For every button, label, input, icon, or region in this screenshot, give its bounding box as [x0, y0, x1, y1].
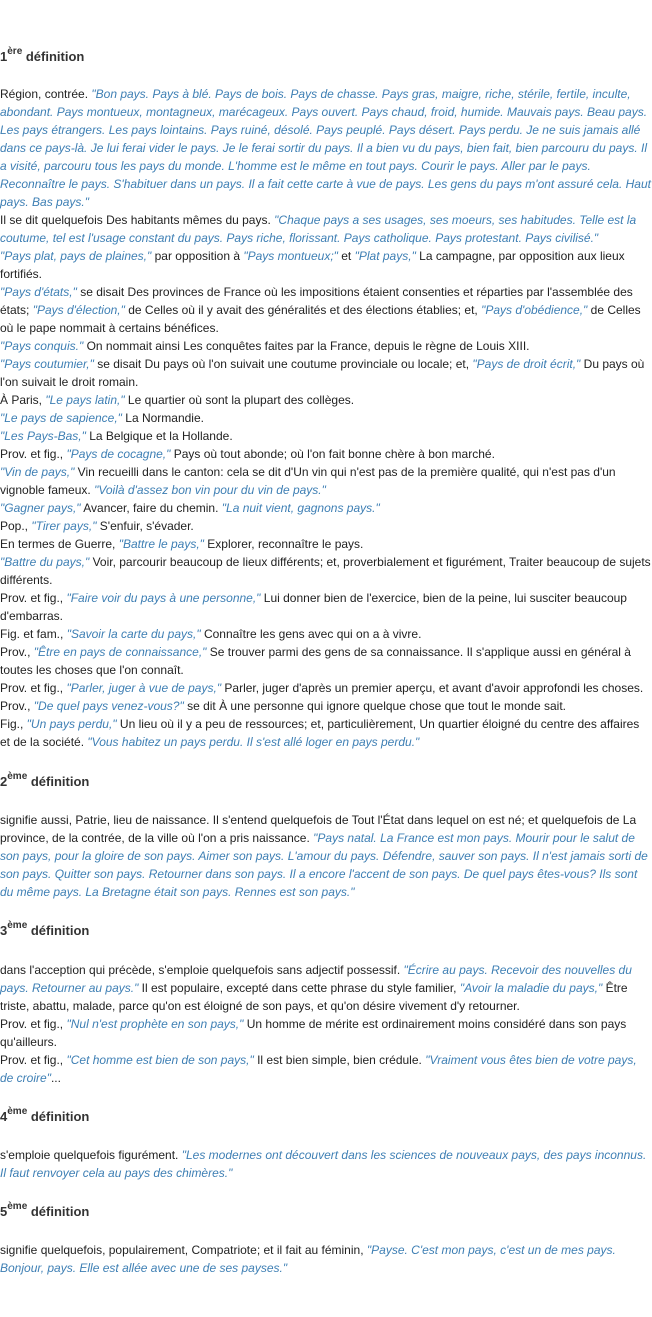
definition-number: 5	[0, 1204, 8, 1219]
definition-paragraph	[0, 427, 652, 445]
definition-text: À Paris,	[0, 393, 46, 407]
definition-number: 2	[0, 774, 8, 789]
definition-text: Région, contrée.	[0, 87, 92, 101]
definition-text: se dit À une personne qui ignore quelque chose que tout le monde sait.	[183, 699, 566, 713]
definition-text: ...	[50, 1071, 61, 1085]
definition-text: Avancer, faire du chemin.	[80, 501, 222, 515]
definition-text: Du pays où l'on suivait le droit romain.	[0, 357, 645, 389]
definition-paragraph	[0, 1051, 652, 1087]
definition-paragraph	[0, 1146, 652, 1182]
definition-text: Lui donner bien de l'exercice, bien de la peine, lui susciter beaucoup d'embarras.	[0, 591, 627, 623]
example-quote: "Vraiment vous êtes bien de votre pays, de croire"	[0, 1053, 637, 1085]
definition-text: s'emploie quelquefois figurément.	[0, 1148, 182, 1162]
example-quote: "Pays de droit écrit,"	[472, 357, 581, 371]
definition-ordinal-suffix: ème	[7, 1106, 28, 1117]
definition-text: Prov. et fig.,	[0, 1017, 67, 1031]
definition-text: signifie quelquefois, populairement, Compatriote; et il fait au féminin,	[0, 1243, 367, 1257]
definition-text: Explorer, reconnaître le pays.	[203, 537, 364, 551]
definition-text: de Celles où il y avait des généralités et des élections établies; et,	[124, 303, 482, 317]
definition-paragraph	[0, 391, 652, 409]
definition-heading	[0, 1203, 89, 1221]
example-quote: "Faire voir du pays à une personne,"	[66, 591, 261, 605]
definition-paragraph	[0, 679, 652, 697]
definition-text: La Belgique et la Hollande.	[85, 429, 233, 443]
definition-number: 4	[0, 1109, 8, 1124]
example-quote: "Être en pays de connaissance,"	[33, 645, 207, 659]
definition-label: définition	[27, 1109, 90, 1124]
example-quote: "Pays plat, pays de plaines,"	[0, 249, 152, 263]
example-quote: "Bon pays. Pays à blé. Pays de bois. Pays de chasse. Pays gras, maigre, riche, stérile, fertile, inculte, abondant. Pays montueux, montagneux, marécageux. Pays ouvert. Pays chaud, froid, humide. Mauvais pays. Beau pays. Les pays étrangers. Les pays lointains. Pays ruiné, désolé. Pays peuplé. Pays désert. Pays perdu. Je ne suis jamais allé dans ce pays-là. Je lui ferai vider le pays. Je le ferai sortir du pays. Il a bien vu du pays, bien fait, bien parcouru du pays. Il a visité, parcouru tous les pays du monde. L'homme est le même en tout pays. Courir le pays. Aller par le pays. Reconnaître le pays. S'habituer dans un pays. Il a fait cette carte à vue de pays. Les gens du pays m'ont assuré cela. Haut pays. Bas pays."	[0, 87, 651, 209]
definition-body	[0, 961, 652, 1087]
example-quote: "Battre le pays,"	[118, 537, 204, 551]
definition-text: En termes de Guerre,	[0, 537, 119, 551]
definition-text: par opposition à	[151, 249, 244, 263]
example-quote: "Les modernes ont découvert dans les sciences de nouveaux pays, des pays inconnus. Il faut renvoyer cela au pays des chimères."	[0, 1148, 647, 1180]
definition-body	[0, 1241, 652, 1277]
definition-text: Fig. et fam.,	[0, 627, 67, 641]
example-quote: "Écrire au pays. Recevoir des nouvelles du pays. Retourner au pays."	[0, 963, 632, 995]
definition-heading	[0, 773, 89, 791]
definition-paragraph	[0, 355, 652, 391]
definition-paragraph	[0, 625, 652, 643]
example-quote: "Vous habitez un pays perdu. Il s'est allé loger en pays perdu."	[87, 735, 420, 749]
definition-text: Pays où tout abonde; où l'on fait bonne chère à bon marché.	[170, 447, 495, 461]
example-quote: "Cet homme est bien de son pays,"	[66, 1053, 254, 1067]
definition-ordinal-suffix: ème	[7, 771, 28, 782]
definition-text: Prov. et fig.,	[0, 591, 67, 605]
definition-text: Fig.,	[0, 717, 27, 731]
definition-text: Le quartier où sont la plupart des collèges.	[124, 393, 355, 407]
definition-ordinal-suffix: ème	[7, 920, 28, 931]
definition-text: Il est bien simple, bien crédule.	[253, 1053, 426, 1067]
example-quote: "Le pays de sapience,"	[0, 411, 122, 425]
definition-text: Il se dit quelquefois Des habitants mêmes du pays.	[0, 213, 275, 227]
definition-body	[0, 1146, 652, 1182]
example-quote: "Les Pays-Bas,"	[0, 429, 86, 443]
example-quote: "Pays d'états,"	[0, 285, 77, 299]
definition-text: La Normandie.	[121, 411, 204, 425]
definition-label: définition	[27, 774, 90, 789]
definition-label: définition	[22, 49, 85, 64]
definition-paragraph	[0, 715, 652, 751]
definition-paragraph	[0, 697, 652, 715]
definition-text: Il est populaire, excepté dans cette phrase du style familier,	[138, 981, 460, 995]
definition-paragraph	[0, 85, 652, 211]
definition-paragraph	[0, 961, 652, 1015]
definition-paragraph	[0, 211, 652, 247]
definition-text: Prov. et fig.,	[0, 447, 67, 461]
definition-paragraph	[0, 589, 652, 625]
example-quote: "Pays conquis."	[0, 339, 84, 353]
example-quote: "Pays montueux;"	[243, 249, 338, 263]
definition-text: se disait Des provinces de France où les impositions étaient consenties et réparties par l'assemblée des états;	[0, 285, 633, 317]
definition-ordinal-suffix: ère	[7, 46, 23, 57]
example-quote: "Savoir la carte du pays,"	[66, 627, 201, 641]
definition-text: de Celles où le pape nommait à certains bénéfices.	[0, 303, 641, 335]
definition-paragraph	[0, 499, 652, 517]
example-quote: "Parler, juger à vue de pays,"	[66, 681, 222, 695]
example-quote: "Avoir la maladie du pays,"	[459, 981, 603, 995]
example-quote: "Voilà d'assez bon vin pour du vin de pays."	[94, 483, 326, 497]
example-quote: "Payse. C'est mon pays, c'est un de mes pays. Bonjour, pays. Elle est allée avec une de ses payses."	[0, 1243, 616, 1275]
example-quote: "Pays coutumier,"	[0, 357, 94, 371]
definition-text: Connaître les gens avec qui on a à vivre.	[200, 627, 422, 641]
definition-text: Vin recueilli dans le canton: cela se dit d'Un vin qui n'est pas de la première qualité, qui n'est pas d'un vignoble fameux.	[0, 465, 616, 497]
definition-heading	[0, 48, 84, 66]
definition-text: Prov. et fig.,	[0, 681, 67, 695]
definition-text: Se trouver parmi des gens de sa connaissance. Il s'applique aussi en général à toutes les choses que l'on connaît.	[0, 645, 631, 677]
definition-paragraph	[0, 517, 652, 535]
example-quote: "Pays de cocagne,"	[66, 447, 171, 461]
definition-label: définition	[27, 923, 90, 938]
definition-text: et	[337, 249, 355, 263]
definition-paragraph	[0, 463, 652, 499]
definition-text: Un lieu où il y a peu de ressources; et, particulièrement, Un quartier éloigné du centre des affaires et de la société.	[0, 717, 640, 749]
definition-number: 3	[0, 923, 8, 938]
definition-paragraph	[0, 1015, 652, 1051]
example-quote: "Plat pays,"	[354, 249, 416, 263]
definition-text: signifie aussi, Patrie, lieu de naissance. Il s'entend quelquefois de Tout l'État dans lequel on est né; et quelquefois de La province, de la contrée, de la ville où l'on a pris naissance.	[0, 813, 637, 845]
example-quote: "Pays natal. La France est mon pays. Mourir pour le salut de son pays, pour la gloire de son pays. Aimer son pays. L'amour du pays. Défendre, sauver son pays. Il n'est jamais sorti de son pays. Quitter son pays. Retourner dans son pays. Il a encore l'accent de son pays. De quel pays êtes-vous? Ils sont du même pays. La Bretagne était son pays. Rennes est son pays."	[0, 831, 648, 899]
definition-text: dans l'acception qui précède, s'emploie quelquefois sans adjectif possessif.	[0, 963, 404, 977]
definition-body	[0, 811, 652, 901]
definition-paragraph	[0, 445, 652, 463]
definition-paragraph	[0, 1241, 652, 1277]
definition-text: Un homme de mérite est ordinairement moins considéré dans son pays qu'ailleurs.	[0, 1017, 627, 1049]
definition-text: se disait Du pays où l'on suivait une coutume provinciale ou locale; et,	[93, 357, 473, 371]
definition-text: On nommait ainsi Les conquêtes faites par la France, depuis le règne de Louis XIII.	[83, 339, 530, 353]
example-quote: "Vin de pays,"	[0, 465, 75, 479]
definition-paragraph	[0, 553, 652, 589]
definition-text: Pop.,	[0, 519, 32, 533]
definition-heading	[0, 922, 89, 940]
example-quote: "La nuit vient, gagnons pays."	[221, 501, 380, 515]
example-quote: "Gagner pays,"	[0, 501, 81, 515]
definition-number: 1	[0, 49, 8, 64]
definition-body	[0, 85, 652, 751]
definition-paragraph	[0, 337, 652, 355]
definition-text: Parler, juger d'après un premier aperçu, et avant d'avoir approfondi les choses.	[221, 681, 644, 695]
example-quote: "Pays d'élection,"	[32, 303, 125, 317]
example-quote: "Battre du pays,"	[0, 555, 90, 569]
definition-text: S'enfuir, s'évader.	[96, 519, 194, 533]
example-quote: "De quel pays venez-vous?"	[33, 699, 184, 713]
definition-paragraph	[0, 283, 652, 337]
example-quote: "Chaque pays a ses usages, ses moeurs, ses habitudes. Telle est la coutume, tel est l'usage constant du pays. Pays riche, florissant. Pays catholique. Pays protestant. Pays civilisé."	[0, 213, 637, 245]
example-quote: "Pays d'obédience,"	[481, 303, 588, 317]
definition-heading	[0, 1108, 89, 1126]
definition-text: Prov.,	[0, 699, 34, 713]
example-quote: "Un pays perdu,"	[26, 717, 117, 731]
definition-text: Prov. et fig.,	[0, 1053, 67, 1067]
definition-label: définition	[27, 1204, 90, 1219]
definition-text: Être triste, abattu, malade, parce qu'on est éloigné de son pays, et qu'on désire vivement d'y retourner.	[0, 981, 628, 1013]
definition-ordinal-suffix: ème	[7, 1201, 28, 1212]
definition-paragraph	[0, 247, 652, 283]
definition-paragraph	[0, 409, 652, 427]
definition-paragraph	[0, 535, 652, 553]
example-quote: "Nul n'est prophète en son pays,"	[66, 1017, 244, 1031]
example-quote: "Le pays latin,"	[45, 393, 125, 407]
definition-text: Prov.,	[0, 645, 34, 659]
definition-text: La campagne, par opposition aux lieux fortifiés.	[0, 249, 625, 281]
definition-text: Voir, parcourir beaucoup de lieux différents; et, proverbialement et figurément, Traiter beaucoup de sujets différents.	[0, 555, 651, 587]
definition-paragraph	[0, 811, 652, 901]
definition-paragraph	[0, 643, 652, 679]
example-quote: "Tirer pays,"	[31, 519, 97, 533]
